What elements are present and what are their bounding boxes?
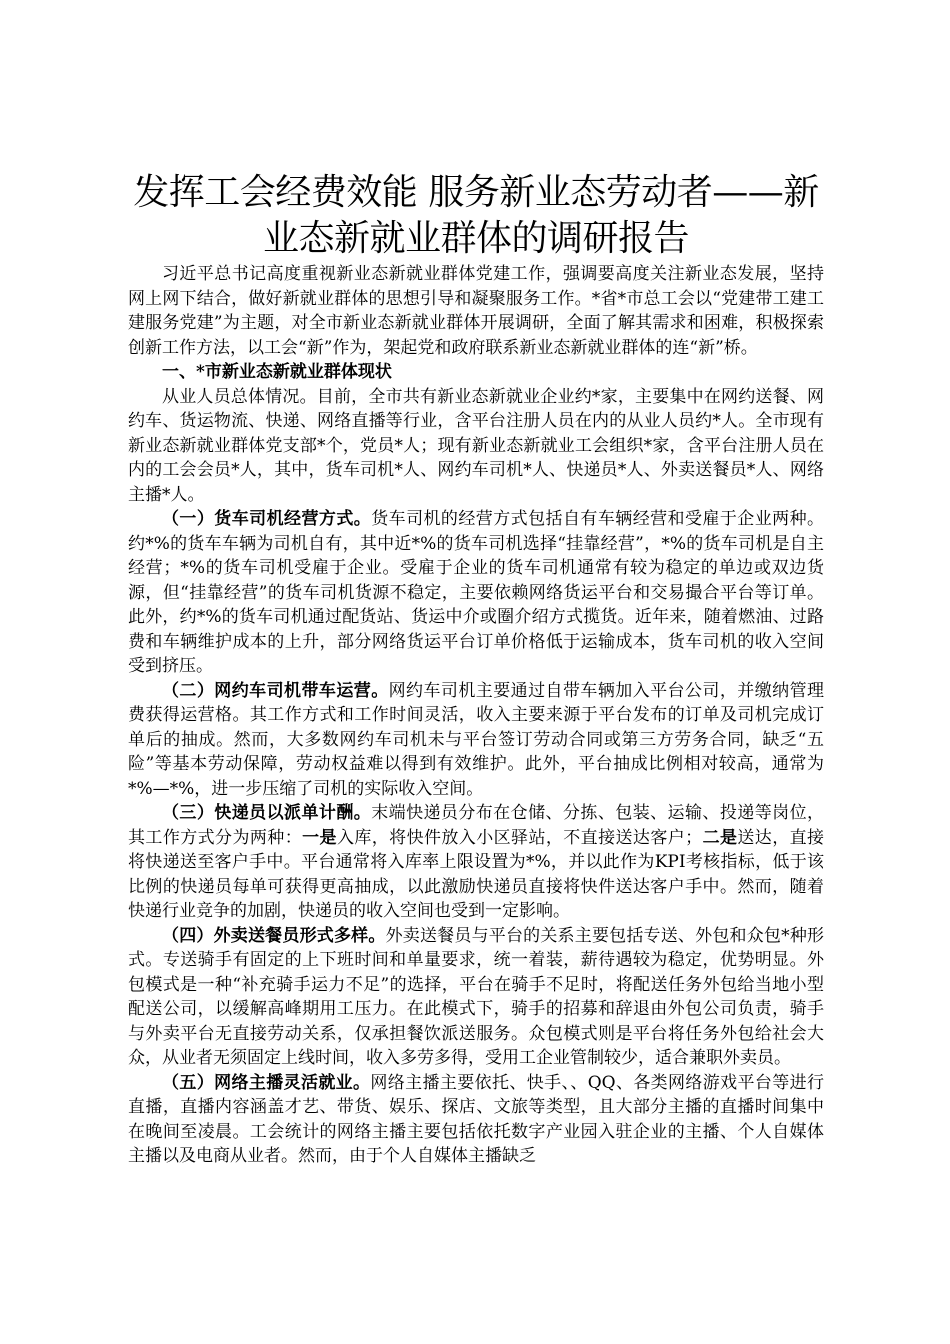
inline-bold-first: 一是 bbox=[302, 827, 337, 848]
inline-bold-second: 二是 bbox=[702, 827, 738, 848]
section-heading-1: 一、*市新业态新就业群体现状 bbox=[162, 362, 392, 382]
paragraph-lead: （四）外卖送餐员形式多样。 bbox=[162, 925, 386, 946]
overview-paragraph: 从业人员总体情况。目前，全市共有新业态新就业企业约*家，主要集中在网约送餐、网约车、货运物流、快递、网络直播等行业，含平台注册人员在内的从业人员约*人。全市现有新业态新就业群体党支部*个，党员*人；现有新业态新就业工会组织*家，含平台注册人员在内的工会会员*人，其中，货车司机*人、网约车司机*人、快递员*人、外卖送餐员*人、网络主播*人。 bbox=[128, 386, 824, 505]
intro-paragraph: 习近平总书记高度重视新业态新就业群体党建工作，强调要高度关注新业态发展，坚持网上网下结合，做好新就业群体的思想引导和凝聚服务工作。*省*市总工会以“党建带工建工建服务党建”为主题，对全市新业态新就业群体开展调研，全面了解其需求和困难，积极探索创新工作方法，以工会“新”作为，架起党和政府联系新业态新就业群体的连“新”桥。 bbox=[128, 264, 824, 358]
title-line-2: 业态新就业群体的调研报告 bbox=[262, 218, 689, 259]
paragraph-lead: （二）网约车司机带车运营。 bbox=[162, 680, 389, 701]
paragraph-body: 末端快递员分布在仓储、分拣、包装、运输、投递等岗位，其工作方式分为两种： bbox=[128, 803, 825, 848]
paragraph-body: 货车司机的经营方式包括自有车辆经营和受雇于企业两种。约*%的货车车辆为司机自有，其中近*%的货车司机选择“挂靠经营”，*%的货车司机是自主经营；*%的货车司机受雇于企业。受雇于企业的货车司机通常有较为稳定的单边或双边货源，但“挂靠经营”的货车司机货源不稳定，主要依赖网络货运平台和交易撮合平台等订单。此外，约*%的货车司机通过配货站、货运中介或圈介绍方式揽货。近年来，随着燃油、过路费和车辆维护成本的上升，部分网络货运平台订单价格低于运输成本，货车司机的收入空间受到挤压。 bbox=[128, 509, 825, 676]
document-title bbox=[128, 170, 824, 262]
paragraph-ride-hailing bbox=[128, 679, 824, 802]
paragraph-body: 网络主播主要依托、快手、、QQ、各类网络游戏平台等进行直播，直播内容涵盖才艺、带货、娱乐、探店、文旅等类型，且大部分主播的直播时间集中在晚间至凌晨。工会统计的网络主播主要包括依托数字产业园入驻企业的主播、个人自媒体主播以及电商从业者。然而，由于个人自媒体主播缺乏 bbox=[128, 1072, 825, 1166]
paragraph-body: 外卖送餐员与平台的关系主要包括专送、外包和众包*种形式。专送骑手有固定的上下班时间和单量要求，统一着装，薪待遇较为稳定，优势明显。外包模式是一种“补充骑手运力不足”的选择，平台在骑手不足时，将配送任务外包给当地小型配送公司，以缓解高峰期用工压力。在此模式下，骑手的招募和辞退由外包公司负责，骑手与外卖平台无直接劳动关系，仅承担餐饮派送服务。众包模式则是平台将任务外包给社会大众，从业者无须固定上线时间，收入多劳多得，受用工企业管制较少，适合兼职外卖员。 bbox=[128, 925, 825, 1068]
paragraph-lead: （五）网络主播灵活就业。 bbox=[162, 1072, 371, 1093]
paragraph-body: 网约车司机主要通过自带车辆加入平台公司，并缴纳管理费获得运营格。其工作方式和工作时间灵活，收入主要来源于平台发布的订单及司机完成订单后的抽成。然而，大多数网约车司机未与平台签订劳动合同或第三方劳务合同，缺乏“五险”等基本劳动保障，劳动权益难以得到有效维护。此外，平台抽成比例相对较高，通常为*%—*%，进一步压缩了司机的实际收入空间。 bbox=[128, 680, 825, 799]
paragraph-live-streamers bbox=[128, 1071, 824, 1169]
paragraph-lead: （一）货车司机经营方式。 bbox=[162, 509, 372, 529]
paragraph-truck-drivers bbox=[128, 507, 824, 679]
paragraph-body: 入库，将快件放入小区驿站，不直接送达客户； bbox=[336, 827, 703, 848]
paragraph-lead: （三）快递员以派单计酬。 bbox=[162, 803, 372, 823]
document-page bbox=[128, 170, 824, 1169]
paragraph-body: 送达，直接将快递送至客户手中。平台通常将入库率上限设置为*%，并以此作为KPI考核指标，低于该比例的快递员每单可获得更高抽成，以此激励快递员直接将快件送达客户手中。然而，随着快递行业竞争的加剧，快递员的收入空间也受到一定影响。 bbox=[128, 827, 825, 921]
title-line-1: 发挥工会经费效能 服务新业态劳动者——新 bbox=[133, 172, 819, 213]
paragraph-food-delivery bbox=[128, 924, 824, 1071]
paragraph-couriers bbox=[128, 801, 824, 924]
